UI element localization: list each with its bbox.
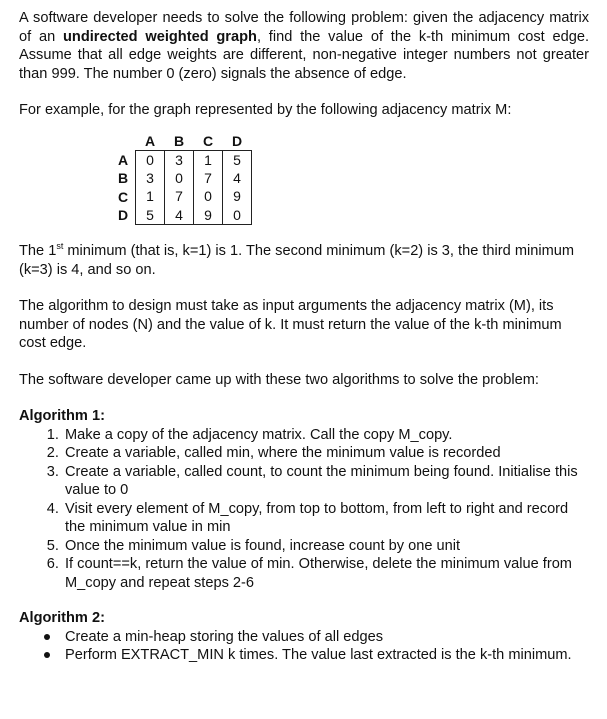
matrix-row [111, 188, 252, 207]
algorithm-1-step: 6. If count==k, return the value of min. Otherwise, delete the minimum value from M_copy and repeat steps 2-6 [63, 555, 589, 592]
matrix-cell: 4 [165, 206, 194, 225]
algorithm-2-section [19, 609, 589, 665]
matrix-table [111, 132, 252, 226]
algorithm-1-steps [19, 426, 589, 593]
matrix-cell: 9 [223, 188, 252, 207]
minimum-explanation [19, 242, 589, 279]
matrix-row [111, 169, 252, 188]
matrix-row-header: D [117, 207, 129, 223]
intro-text-2: , find the value of the k-th minimum cost edge. Assume that all edge weights are different, non-negative integer numbers not greater than 999. The number 0 (zero) signals the absence of edge. [19, 28, 590, 82]
intro-paragraph [19, 9, 589, 83]
algorithm-1-step: 1. Make a copy of the adjacency matrix. Call the copy M_copy. [63, 426, 589, 445]
matrix-row [111, 151, 252, 170]
matrix-cell: 9 [194, 206, 223, 225]
matrix-cell: 0 [194, 188, 223, 207]
matrix-cell: 0 [165, 169, 194, 188]
algorithm-2-step [63, 628, 589, 647]
matrix-row-header: B [117, 170, 129, 186]
algorithm-1-step: 3. Create a variable, called count, to count the minimum being found. Initialise this value to 0 [63, 463, 589, 500]
matrix-row [111, 206, 252, 225]
two-algorithms-paragraph: The software developer came up with these two algorithms to solve the problem: [19, 371, 539, 388]
intro-text-1: A software developer needs to solve the following problem: given the adjacency matrix of an [19, 10, 589, 45]
algorithm-1-step: 4. Visit every element of M_copy, from top to bottom, from left to right and record the minimum value in min [63, 500, 589, 537]
algorithm-1-title: Algorithm 1: [19, 408, 105, 424]
bullet-icon [44, 634, 50, 640]
matrix-cell: 0 [223, 206, 252, 225]
algorithm-2-step [63, 646, 589, 665]
minimum-text-pre: The 1 [19, 243, 57, 259]
algorithm-2-step-text: Create a min-heap storing the values of all edges [65, 628, 384, 645]
algorithm-2-steps [19, 628, 589, 665]
matrix-cell: 4 [223, 169, 252, 188]
bullet-icon [44, 652, 50, 658]
ordinal-suffix: st [56, 241, 64, 252]
matrix-cell: 3 [136, 169, 165, 188]
matrix-row-header: A [117, 151, 129, 168]
matrix-col-header: C [202, 132, 214, 149]
algorithm-2-step-text: Perform EXTRACT_MIN k times. The value last extracted is the k-th minimum. [65, 647, 572, 663]
matrix-cell: 5 [223, 151, 252, 170]
minimum-text-post: minimum (that is, k=1) is 1. The second minimum (k=2) is 3, the third minimum (k=3) is 4, and so on. [19, 243, 575, 278]
matrix-cell: 3 [165, 151, 194, 170]
matrix-cell: 7 [165, 188, 194, 207]
algorithm-1-step: 5. Once the minimum value is found, increase count by one unit [63, 537, 589, 556]
algorithm-design-paragraph: The algorithm to design must take as input arguments the adjacency matrix (M), its number of nodes (N) and the value of k. It must return the value of the k-th minimum cost edge. [19, 298, 562, 351]
matrix-cell: 0 [136, 151, 165, 170]
matrix-row-header: C [117, 188, 129, 205]
matrix-cell: 1 [194, 151, 223, 170]
matrix-col-header: A [144, 132, 156, 149]
matrix-cell: 1 [136, 188, 165, 207]
algorithm-2-title: Algorithm 2: [19, 610, 105, 626]
matrix-col-header: D [231, 132, 243, 149]
example-intro: For example, for the graph represented by the following adjacency matrix M: [19, 102, 512, 118]
matrix-cell: 7 [194, 169, 223, 188]
intro-bold-term: undirected weighted graph [62, 28, 257, 45]
algorithm-1-step: 2. Create a variable, called min, where the minimum value is recorded [63, 444, 589, 463]
algorithm-1-section [19, 407, 589, 592]
matrix-col-header: B [173, 132, 185, 149]
matrix-cell: 5 [136, 206, 165, 225]
adjacency-matrix [111, 132, 589, 226]
